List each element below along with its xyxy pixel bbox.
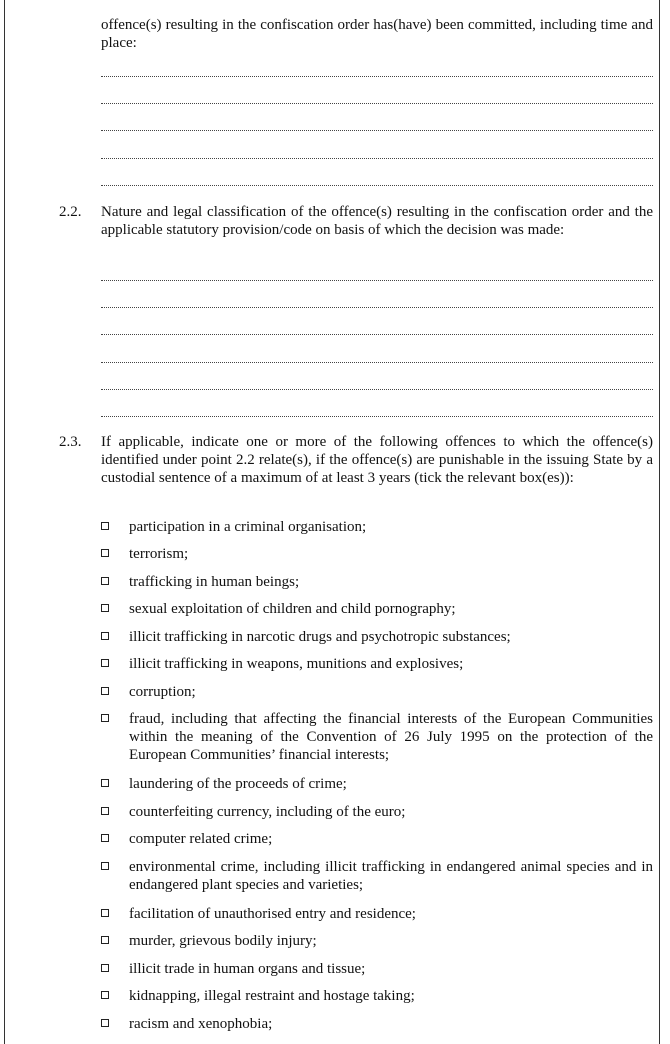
offence-item-label: environmental crime, including illicit trafficking in endangered animal species and in endangered plant species and varieties;	[129, 859, 653, 893]
offence-item-label: trafficking in human beings;	[129, 574, 300, 590]
checkbox[interactable]	[101, 909, 109, 917]
checkbox[interactable]	[101, 687, 109, 695]
offence-item-label: corruption;	[129, 684, 196, 700]
offence-item-label: racism and xenophobia;	[129, 1016, 273, 1032]
answer-line[interactable]	[101, 389, 653, 390]
checkbox[interactable]	[101, 522, 109, 530]
answer-line[interactable]	[101, 158, 653, 159]
checkbox[interactable]	[101, 807, 109, 815]
section-2-3-text: If applicable, indicate one or more of the following offences to which the offence(s) identified under point 2.2 relate(s), if the offence(s) are punishable in the issuing State by a custodial sentence of a maximum of at least 3 years (tick the relevant box(es)):	[101, 434, 653, 486]
checkbox[interactable]	[101, 779, 109, 787]
section-2-2-text: Nature and legal classification of the offence(s) resulting in the confiscation order and the applicable statutory provision/code on basis of which the decision was made:	[101, 204, 653, 238]
document-page	[4, 0, 660, 1044]
offence-item-label: counterfeiting currency, including of the euro;	[129, 804, 406, 820]
checkbox[interactable]	[101, 549, 109, 557]
section-2-1-text: offence(s) resulting in the confiscation order has(have) been committed, including time and place:	[101, 17, 653, 51]
answer-line[interactable]	[101, 76, 653, 77]
checkbox[interactable]	[101, 964, 109, 972]
checkbox[interactable]	[101, 632, 109, 640]
answer-line[interactable]	[101, 334, 653, 335]
answer-line[interactable]	[101, 130, 653, 131]
offence-item-label: illicit trafficking in weapons, munitions and explosives;	[129, 656, 464, 672]
checkbox[interactable]	[101, 659, 109, 667]
offence-item-label: terrorism;	[129, 546, 189, 562]
section-2-3-number: 2.3.	[59, 434, 82, 450]
checkbox[interactable]	[101, 604, 109, 612]
offence-item-label: illicit trafficking in narcotic drugs and psychotropic substances;	[129, 629, 511, 645]
offence-item-label: sexual exploitation of children and child pornography;	[129, 601, 456, 617]
checkbox[interactable]	[101, 834, 109, 842]
offence-item-label: fraud, including that affecting the financial interests of the European Communities within the meaning of the Convention of 26 July 1995 on the protection of the European Communities’ financial interests;	[129, 711, 653, 763]
answer-line[interactable]	[101, 280, 653, 281]
checkbox[interactable]	[101, 714, 109, 722]
answer-line[interactable]	[101, 362, 653, 363]
answer-line[interactable]	[101, 103, 653, 104]
checkbox[interactable]	[101, 1019, 109, 1027]
offence-item-label: murder, grievous bodily injury;	[129, 933, 317, 949]
answer-line[interactable]	[101, 185, 653, 186]
answer-line[interactable]	[101, 307, 653, 308]
offence-item-label: laundering of the proceeds of crime;	[129, 776, 347, 792]
offence-item-label: kidnapping, illegal restraint and hostage taking;	[129, 988, 415, 1004]
answer-line[interactable]	[101, 416, 653, 417]
checkbox[interactable]	[101, 991, 109, 999]
checkbox[interactable]	[101, 577, 109, 585]
checkbox[interactable]	[101, 936, 109, 944]
offence-item-label: participation in a criminal organisation;	[129, 519, 367, 535]
offence-item-label: computer related crime;	[129, 831, 273, 847]
offence-item-label: facilitation of unauthorised entry and residence;	[129, 906, 416, 922]
section-2-2-number: 2.2.	[59, 204, 82, 220]
checkbox[interactable]	[101, 862, 109, 870]
offence-item-label: illicit trade in human organs and tissue;	[129, 961, 366, 977]
